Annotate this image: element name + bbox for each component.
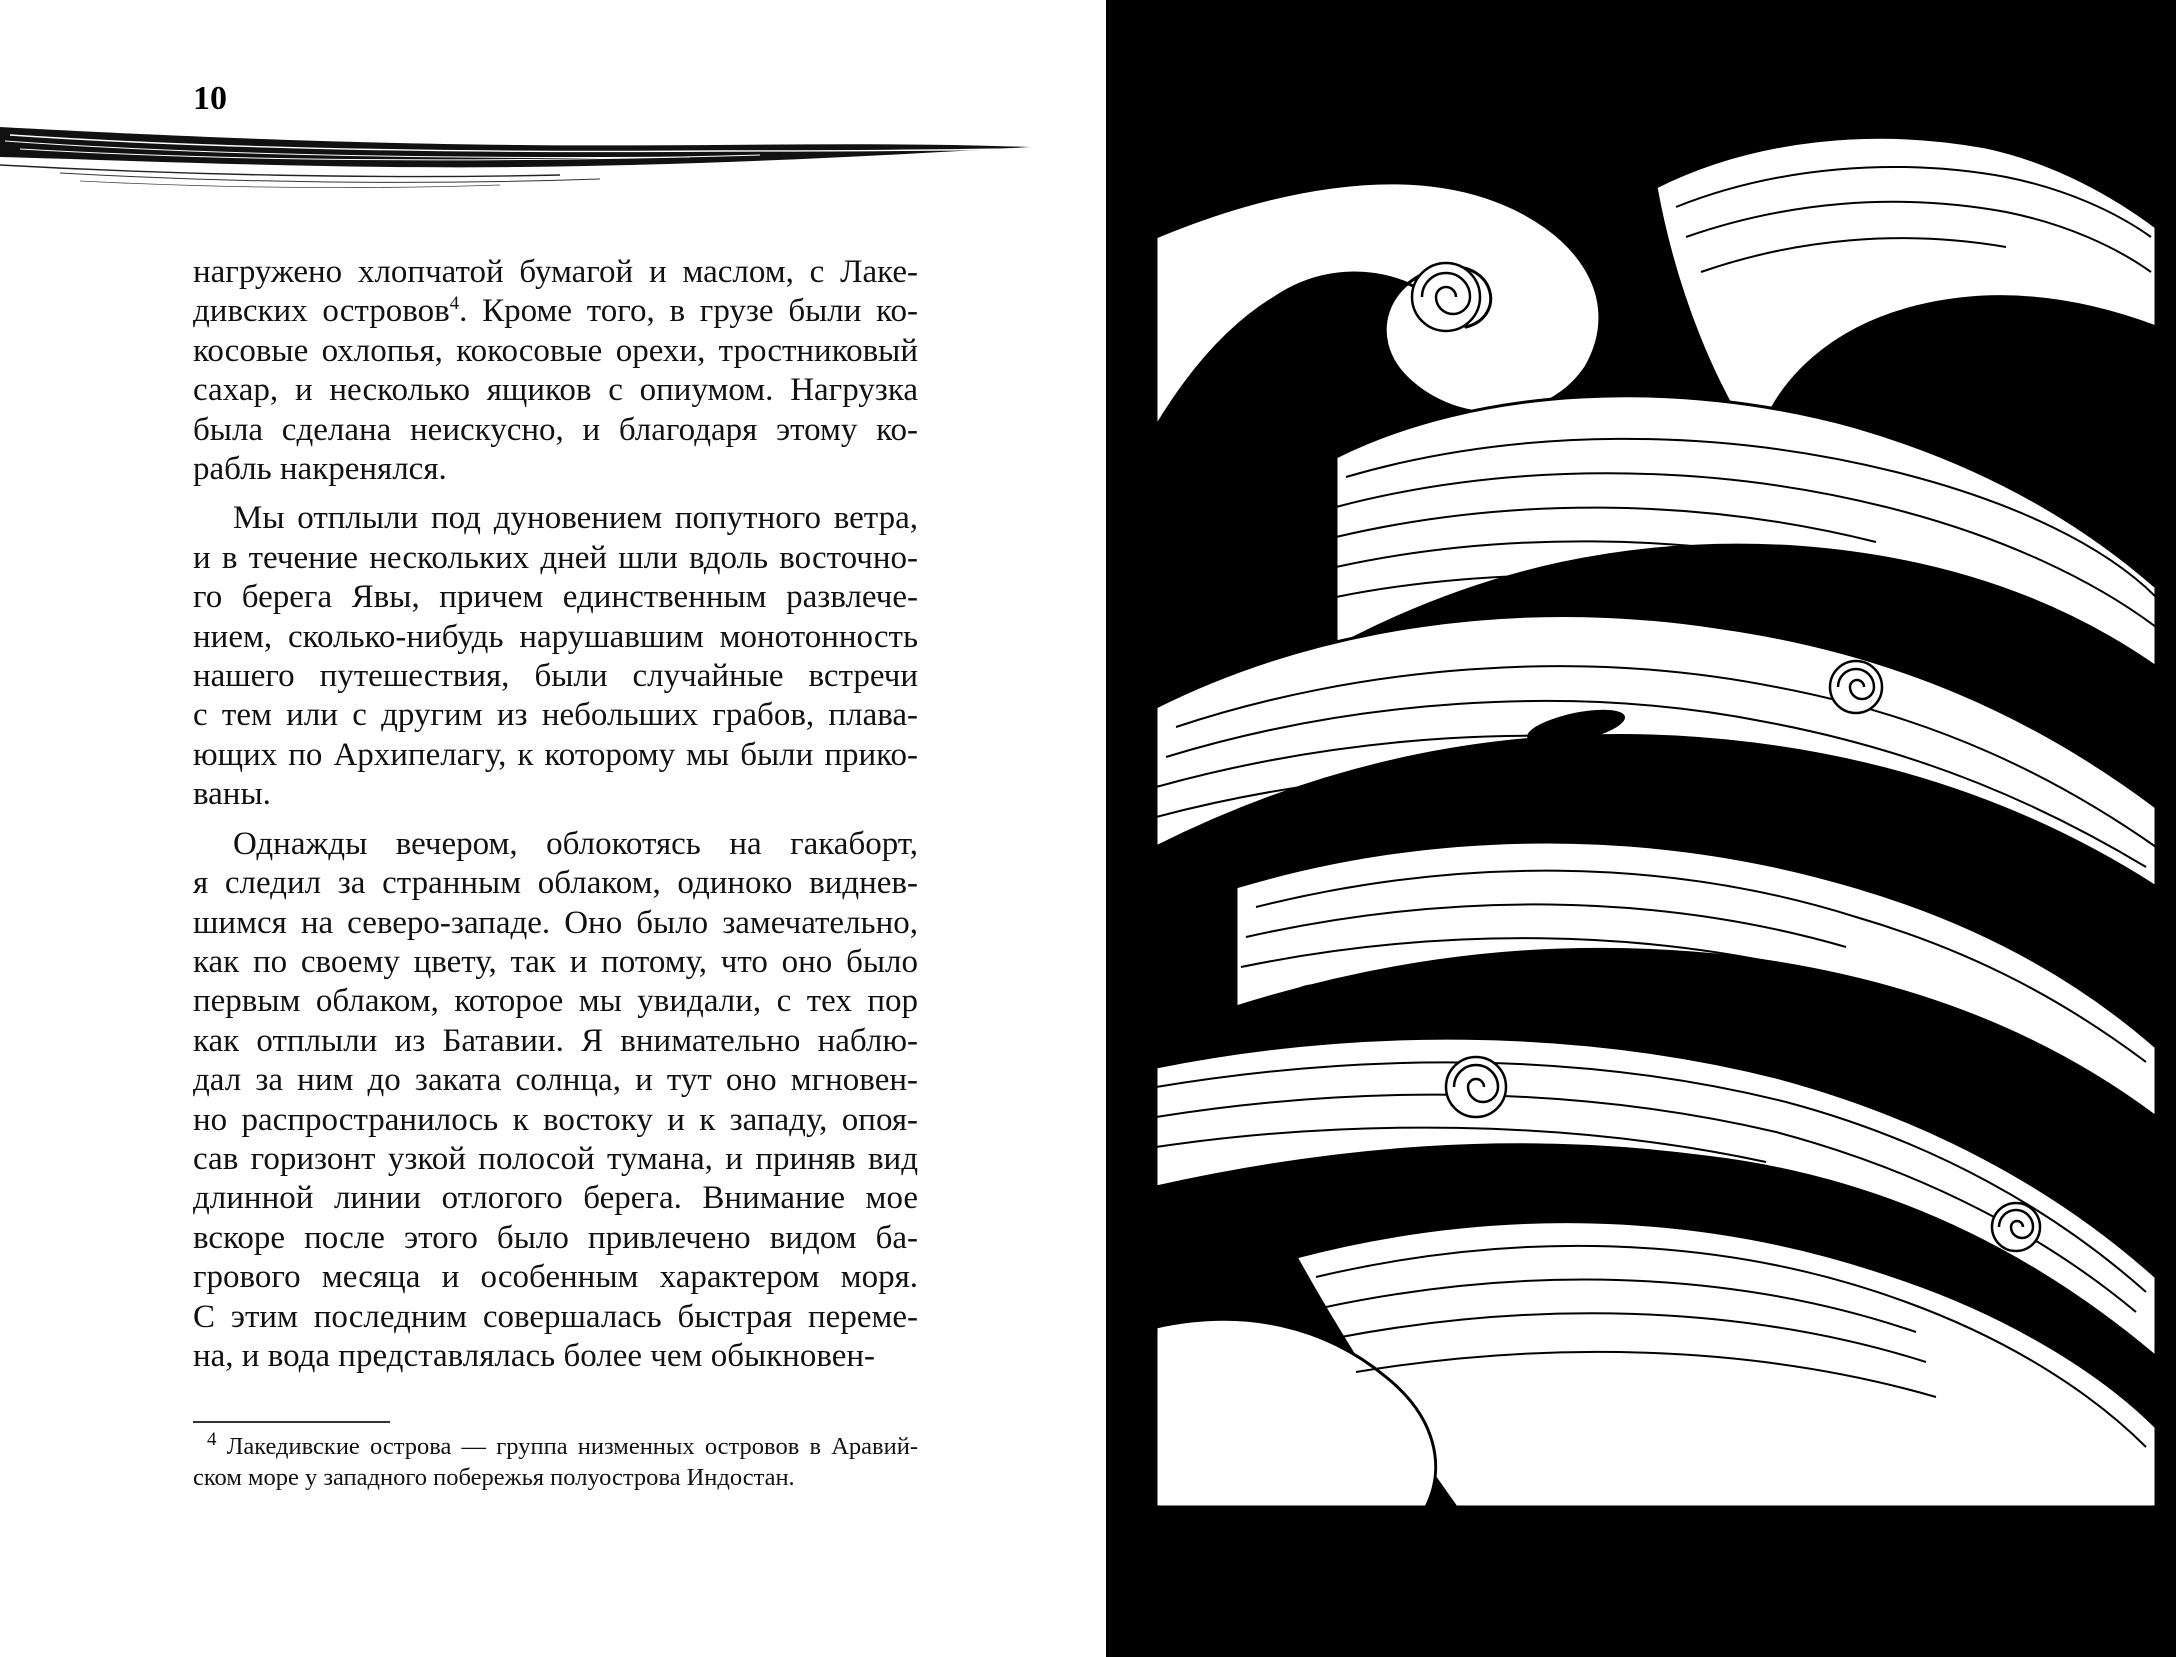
page-number: 10 (193, 80, 227, 117)
text-line: сав горизонт узкой полосой тумана, и приняв вид (193, 1140, 918, 1177)
text-line: была сделана неискусно, и благодаря этому ко- (193, 411, 918, 448)
text-line: косовые охлопья, кокосовые орехи, тростниковый (193, 332, 918, 369)
text-line: ваны. (193, 776, 271, 813)
text-line: нашего путешествия, были случайные встречи (193, 658, 918, 695)
text-line: как отплыли из Батавии. Я внимательно наблю- (193, 1022, 918, 1059)
text-line: но распространилось к востоку и к западу, опоя- (193, 1101, 918, 1138)
text-segment: . Кроме того, в грузе были ко- (459, 293, 918, 330)
text-line: вскоре после этого было привлечено видом ба- (193, 1219, 918, 1256)
text-segment: дивских островов (193, 293, 450, 330)
text-line: и в течение нескольких дней шли вдоль восточно- (193, 539, 918, 576)
body-text (193, 253, 918, 1376)
text-line: длинной линии отлогого берега. Внимание мое (193, 1180, 918, 1217)
text-line: нием, сколько-нибудь нарушавшим монотонность (193, 618, 918, 655)
text-line: на, и вода представлялась более чем обыкновен- (193, 1337, 876, 1374)
text-line: го берега Явы, причем единственным развлече- (193, 579, 918, 616)
text-line: первым облаком, которое мы увидали, с тех пор (193, 983, 918, 1020)
footnote-divider (193, 1421, 390, 1423)
text-line: ющих по Архипелагу, к которому мы были прико- (193, 736, 918, 773)
text-line: я следил за странным облаком, одиноко виднев- (193, 865, 918, 902)
ornamental-wave-illustration (1156, 127, 2156, 1507)
footnote-line-1-text: Лакедивские острова — группа низменных островов в Аравий- (226, 1433, 918, 1460)
decorative-brush-stroke (0, 115, 1030, 195)
text-line: рабль накренялся. (193, 451, 447, 488)
footnote (193, 1428, 918, 1493)
text-line (193, 292, 918, 331)
text-line: сахар, и несколько ящиков с опиумом. Нагрузка (193, 372, 918, 409)
footnote-line-1 (193, 1428, 918, 1462)
footnote-marker: 4 (207, 1428, 217, 1450)
text-line: как по своему цвету, так и потому, что оно было (193, 943, 918, 980)
text-line: Мы отплыли под дуновением попутного ветра, (233, 500, 918, 537)
text-line: с тем или с другим из небольших грабов, плава- (193, 697, 918, 734)
text-line: грового месяца и особенным характером моря. (193, 1259, 918, 1296)
text-line: шимся на северо-западе. Оно было замечательно, (193, 904, 918, 941)
text-line: С этим последним совершалась быстрая переме- (193, 1298, 918, 1335)
right-page (1106, 0, 2176, 1657)
text-line: дал за ним до заката солнца, и тут оно мгновен- (193, 1062, 918, 1099)
footnote-reference: 4 (449, 293, 460, 315)
paragraph-gap (193, 815, 918, 825)
footnote-line-2: ском море у западного побережья полуострова Индостан. (193, 1464, 795, 1491)
paragraph-gap (193, 489, 918, 499)
text-line: Однажды вечером, облокотясь на гакаборт, (233, 825, 918, 862)
text-line: нагружено хлопчатой бумагой и маслом, с Лаке- (193, 254, 918, 290)
